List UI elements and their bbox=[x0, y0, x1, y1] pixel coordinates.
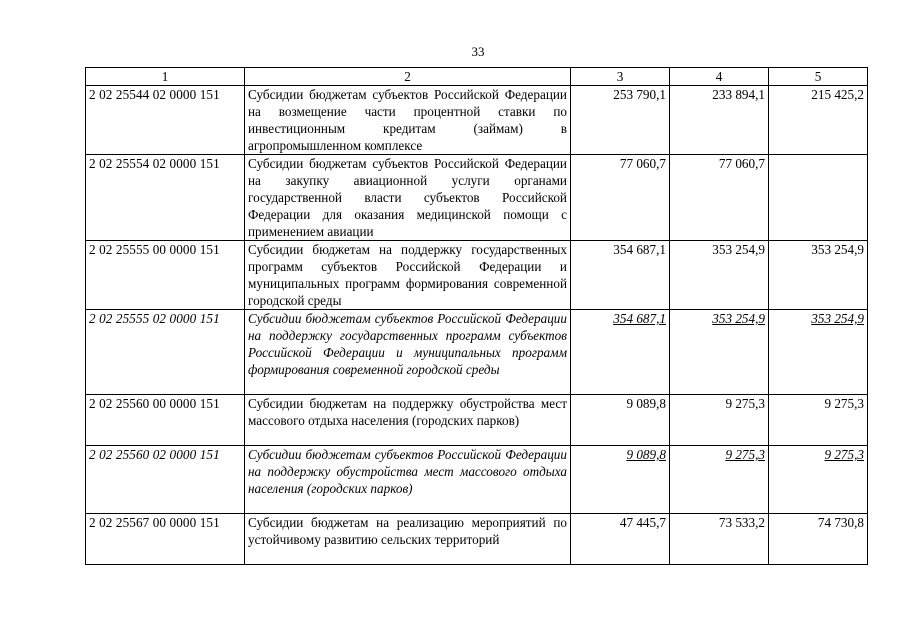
value-col3-cell: 354 687,1 bbox=[571, 241, 670, 310]
description-cell: Субсидии бюджетам субъектов Российской Федерации на поддержку государственных программ субъектов Российской Федерации и муниципальных программ формирования современной городской среды bbox=[245, 310, 571, 395]
table-row bbox=[86, 446, 868, 514]
budget-code-cell: 2 02 25555 02 0000 151 bbox=[86, 310, 245, 395]
table-header-row bbox=[86, 68, 868, 86]
value-col3-cell: 47 445,7 bbox=[571, 514, 670, 565]
value-col4-text: 353 254,9 bbox=[712, 311, 765, 326]
value-col5-cell bbox=[769, 155, 868, 241]
column-header: 5 bbox=[769, 68, 868, 86]
value-col5-cell bbox=[769, 446, 868, 514]
description-cell: Субсидии бюджетам на поддержку обустройства мест массового отдыха населения (городских парков) bbox=[245, 395, 571, 446]
table-row bbox=[86, 514, 868, 565]
value-col5-cell: 353 254,9 bbox=[769, 241, 868, 310]
value-col4-cell bbox=[670, 310, 769, 395]
value-col3-cell: 9 089,8 bbox=[571, 395, 670, 446]
description-cell: Субсидии бюджетам на поддержку государственных программ субъектов Российской Федерации и муниципальных программ формирования современной городской среды bbox=[245, 241, 571, 310]
value-col3-cell: 77 060,7 bbox=[571, 155, 670, 241]
value-col4-text: 9 275,3 bbox=[725, 447, 765, 462]
budget-code-cell: 2 02 25544 02 0000 151 bbox=[86, 86, 245, 155]
value-col5-text: 353 254,9 bbox=[811, 311, 864, 326]
budget-code-cell: 2 02 25555 00 0000 151 bbox=[86, 241, 245, 310]
description-cell: Субсидии бюджетам субъектов Российской Федерации на возмещение части процентной ставки по инвестиционным кредитам (займам) в агропромышленном комплексе bbox=[245, 86, 571, 155]
description-cell: Субсидии бюджетам на реализацию мероприятий по устойчивому развитию сельских территорий bbox=[245, 514, 571, 565]
value-col3-text: 354 687,1 bbox=[613, 311, 666, 326]
description-cell: Субсидии бюджетам субъектов Российской Федерации на поддержку обустройства мест массового отдыха населения (городских парков) bbox=[245, 446, 571, 514]
value-col5-cell: 9 275,3 bbox=[769, 395, 868, 446]
table-row bbox=[86, 395, 868, 446]
budget-code-cell: 2 02 25560 00 0000 151 bbox=[86, 395, 245, 446]
value-col5-text: 9 275,3 bbox=[824, 447, 864, 462]
value-col4-cell: 9 275,3 bbox=[670, 395, 769, 446]
table-row bbox=[86, 155, 868, 241]
column-header: 1 bbox=[86, 68, 245, 86]
column-header: 2 bbox=[245, 68, 571, 86]
budget-code-cell: 2 02 25554 02 0000 151 bbox=[86, 155, 245, 241]
column-header: 3 bbox=[571, 68, 670, 86]
value-col4-cell: 77 060,7 bbox=[670, 155, 769, 241]
table-row bbox=[86, 241, 868, 310]
value-col4-cell: 353 254,9 bbox=[670, 241, 769, 310]
value-col5-cell bbox=[769, 310, 868, 395]
value-col3-cell bbox=[571, 446, 670, 514]
value-col4-cell bbox=[670, 446, 769, 514]
table-row bbox=[86, 310, 868, 395]
budget-code-cell: 2 02 25560 02 0000 151 bbox=[86, 446, 245, 514]
budget-code-cell: 2 02 25567 00 0000 151 bbox=[86, 514, 245, 565]
budget-table bbox=[85, 67, 868, 565]
value-col4-cell: 73 533,2 bbox=[670, 514, 769, 565]
value-col5-cell: 74 730,8 bbox=[769, 514, 868, 565]
description-cell: Субсидии бюджетам субъектов Российской Федерации на закупку авиационной услуги органами государственной власти субъектов Российской Федерации для оказания медицинской помощи с применением авиации bbox=[245, 155, 571, 241]
value-col5-cell: 215 425,2 bbox=[769, 86, 868, 155]
page-number: 33 bbox=[471, 44, 485, 59]
value-col3-cell: 253 790,1 bbox=[571, 86, 670, 155]
column-header: 4 bbox=[670, 68, 769, 86]
value-col4-cell: 233 894,1 bbox=[670, 86, 769, 155]
table-row bbox=[86, 86, 868, 155]
value-col3-text: 9 089,8 bbox=[626, 447, 666, 462]
value-col3-cell bbox=[571, 310, 670, 395]
